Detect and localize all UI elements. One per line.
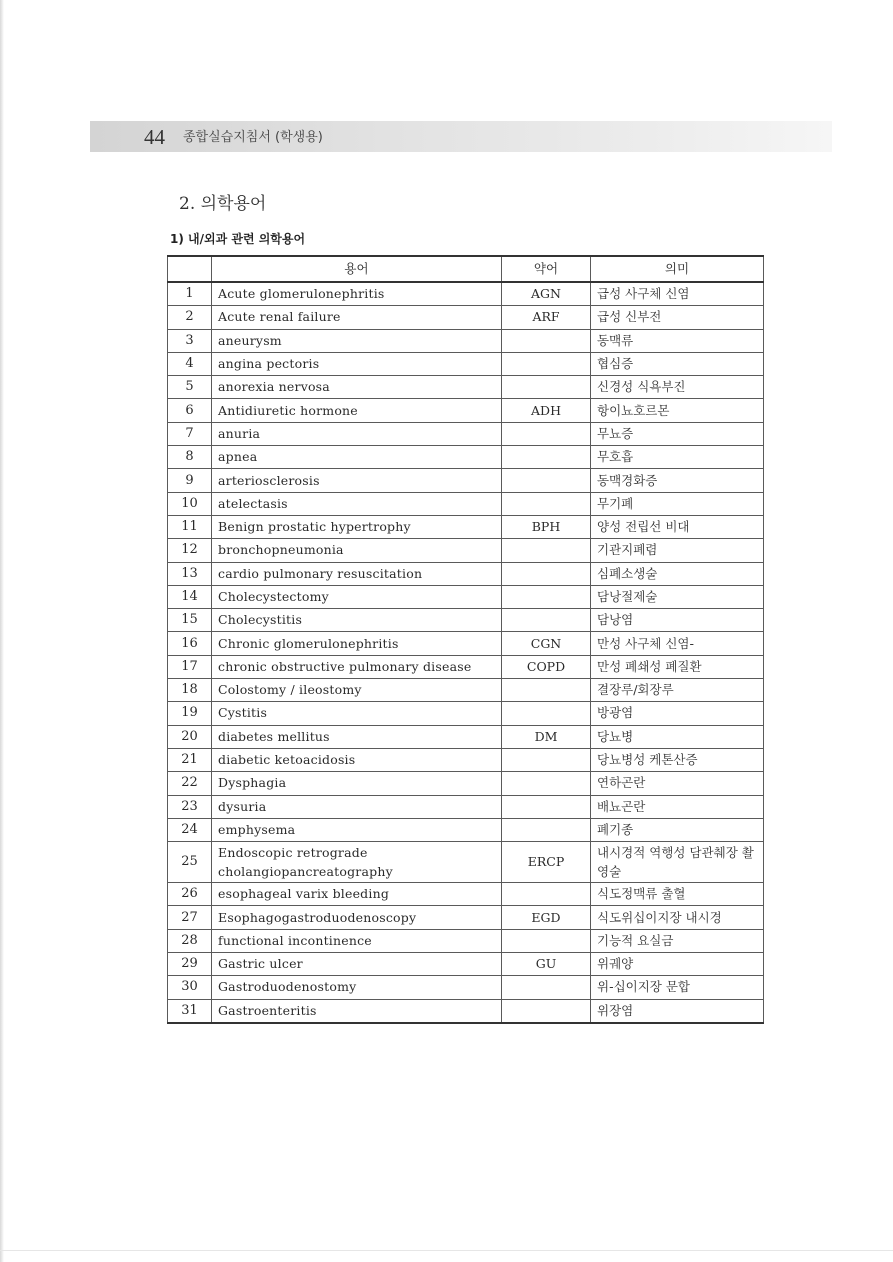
- row-number: 10: [168, 492, 212, 515]
- header-title: 종합실습지침서 (학생용): [183, 130, 323, 145]
- abbreviation-cell: [502, 772, 591, 795]
- meaning-cell: 방광염: [591, 702, 764, 725]
- abbreviation-cell: [502, 976, 591, 999]
- term-cell: atelectasis: [212, 492, 502, 515]
- term-cell: Cholecystectomy: [212, 585, 502, 608]
- abbreviation-cell: [502, 748, 591, 771]
- abbreviation-cell: [502, 999, 591, 1023]
- table-row: [168, 399, 764, 422]
- term-cell: Acute glomerulonephritis: [212, 282, 502, 306]
- meaning-cell: 폐기종: [591, 818, 764, 841]
- meaning-cell: 위장염: [591, 999, 764, 1023]
- table-row: [168, 883, 764, 906]
- table-row: [168, 929, 764, 952]
- table-row: [168, 282, 764, 306]
- page-number: 44: [144, 125, 165, 149]
- table-row: [168, 515, 764, 538]
- row-number: 1: [168, 282, 212, 306]
- term-cell: cardio pulmonary resuscitation: [212, 562, 502, 585]
- column-header-meaning: 의미: [591, 256, 764, 282]
- meaning-cell: 담낭염: [591, 609, 764, 632]
- term-cell: bronchopneumonia: [212, 539, 502, 562]
- meaning-cell: 결장루/회장루: [591, 679, 764, 702]
- meaning-cell: 양성 전립선 비대: [591, 515, 764, 538]
- abbreviation-cell: [502, 818, 591, 841]
- medical-terms-table: [167, 255, 764, 1024]
- meaning-cell: 기능적 요실금: [591, 929, 764, 952]
- meaning-cell: 만성 사구체 신염-: [591, 632, 764, 655]
- table-row: [168, 795, 764, 818]
- meaning-cell: 위궤양: [591, 953, 764, 976]
- term-cell: aneurysm: [212, 329, 502, 352]
- term-cell: Antidiuretic hormone: [212, 399, 502, 422]
- page-bottom-edge: [0, 1250, 893, 1251]
- table-row: [168, 679, 764, 702]
- meaning-cell: 심폐소생술: [591, 562, 764, 585]
- row-number: 3: [168, 329, 212, 352]
- row-number: 7: [168, 422, 212, 445]
- abbreviation-cell: EGD: [502, 906, 591, 929]
- table-row: [168, 539, 764, 562]
- table-row: [168, 352, 764, 375]
- term-cell: Cholecystitis: [212, 609, 502, 632]
- term-cell: arteriosclerosis: [212, 469, 502, 492]
- meaning-cell: 기관지폐렴: [591, 539, 764, 562]
- table-row: [168, 446, 764, 469]
- abbreviation-cell: [502, 492, 591, 515]
- meaning-cell: 위-십이지장 문합: [591, 976, 764, 999]
- table-row: [168, 585, 764, 608]
- abbreviation-cell: CGN: [502, 632, 591, 655]
- subsection-title: 1) 내/외과 관련 의학용어: [170, 232, 306, 246]
- term-cell: emphysema: [212, 818, 502, 841]
- term-cell: diabetes mellitus: [212, 725, 502, 748]
- term-cell: Gastroduodenostomy: [212, 976, 502, 999]
- abbreviation-cell: BPH: [502, 515, 591, 538]
- table-row: [168, 999, 764, 1023]
- row-number: 18: [168, 679, 212, 702]
- abbreviation-cell: [502, 539, 591, 562]
- abbreviation-cell: [502, 352, 591, 375]
- term-cell: Acute renal failure: [212, 306, 502, 329]
- table-row: [168, 422, 764, 445]
- term-cell: chronic obstructive pulmonary disease: [212, 655, 502, 678]
- meaning-cell: 동맥류: [591, 329, 764, 352]
- row-number: 21: [168, 748, 212, 771]
- term-cell: Benign prostatic hypertrophy: [212, 515, 502, 538]
- table-row: [168, 906, 764, 929]
- abbreviation-cell: [502, 469, 591, 492]
- row-number: 26: [168, 883, 212, 906]
- row-number: 27: [168, 906, 212, 929]
- table-row: [168, 562, 764, 585]
- abbreviation-cell: [502, 679, 591, 702]
- table-row: [168, 632, 764, 655]
- section-title: 2. 의학용어: [179, 194, 267, 214]
- abbreviation-cell: [502, 376, 591, 399]
- row-number: 20: [168, 725, 212, 748]
- table-row: [168, 842, 764, 883]
- abbreviation-cell: ERCP: [502, 842, 591, 883]
- abbreviation-cell: [502, 329, 591, 352]
- table-row: [168, 329, 764, 352]
- term-cell: anorexia nervosa: [212, 376, 502, 399]
- row-number: 4: [168, 352, 212, 375]
- meaning-cell: 식도위십이지장 내시경: [591, 906, 764, 929]
- meaning-cell: 당뇨병: [591, 725, 764, 748]
- table-header-row: [168, 256, 764, 282]
- term-cell: Esophagogastroduodenoscopy: [212, 906, 502, 929]
- row-number: 2: [168, 306, 212, 329]
- meaning-cell: 당뇨병성 케톤산증: [591, 748, 764, 771]
- row-number: 11: [168, 515, 212, 538]
- term-cell: Gastroenteritis: [212, 999, 502, 1023]
- meaning-cell: 급성 사구체 신염: [591, 282, 764, 306]
- table-row: [168, 818, 764, 841]
- row-number: 29: [168, 953, 212, 976]
- abbreviation-cell: [502, 609, 591, 632]
- row-number: 8: [168, 446, 212, 469]
- row-number: 16: [168, 632, 212, 655]
- abbreviation-cell: [502, 446, 591, 469]
- abbreviation-cell: [502, 883, 591, 906]
- table-row: [168, 492, 764, 515]
- meaning-cell: 배뇨곤란: [591, 795, 764, 818]
- abbreviation-cell: [502, 585, 591, 608]
- term-cell: esophageal varix bleeding: [212, 883, 502, 906]
- table-row: [168, 469, 764, 492]
- meaning-cell: 신경성 식욕부진: [591, 376, 764, 399]
- table-row: [168, 306, 764, 329]
- abbreviation-cell: [502, 702, 591, 725]
- term-cell: Chronic glomerulonephritis: [212, 632, 502, 655]
- abbreviation-cell: AGN: [502, 282, 591, 306]
- row-number: 15: [168, 609, 212, 632]
- table-row: [168, 748, 764, 771]
- abbreviation-cell: [502, 562, 591, 585]
- meaning-cell: 만성 폐쇄성 폐질환: [591, 655, 764, 678]
- row-number: 5: [168, 376, 212, 399]
- meaning-cell: 내시경적 역행성 담관췌장 촬영술: [591, 842, 764, 883]
- abbreviation-cell: DM: [502, 725, 591, 748]
- row-number: 23: [168, 795, 212, 818]
- table-row: [168, 702, 764, 725]
- abbreviation-cell: [502, 795, 591, 818]
- meaning-cell: 급성 신부전: [591, 306, 764, 329]
- column-header-abbreviation: 약어: [502, 256, 591, 282]
- row-number: 25: [168, 842, 212, 883]
- abbreviation-cell: [502, 422, 591, 445]
- abbreviation-cell: [502, 929, 591, 952]
- table-row: [168, 655, 764, 678]
- term-cell: anuria: [212, 422, 502, 445]
- column-header-number: [168, 256, 212, 282]
- row-number: 31: [168, 999, 212, 1023]
- abbreviation-cell: ADH: [502, 399, 591, 422]
- abbreviation-cell: ARF: [502, 306, 591, 329]
- meaning-cell: 무호흡: [591, 446, 764, 469]
- term-cell: diabetic ketoacidosis: [212, 748, 502, 771]
- row-number: 24: [168, 818, 212, 841]
- term-cell: Colostomy / ileostomy: [212, 679, 502, 702]
- table-row: [168, 953, 764, 976]
- abbreviation-cell: GU: [502, 953, 591, 976]
- row-number: 14: [168, 585, 212, 608]
- table-row: [168, 609, 764, 632]
- table-body: [168, 282, 764, 1023]
- row-number: 19: [168, 702, 212, 725]
- meaning-cell: 항이뇨호르몬: [591, 399, 764, 422]
- meaning-cell: 동맥경화증: [591, 469, 764, 492]
- column-header-term: 용어: [212, 256, 502, 282]
- row-number: 9: [168, 469, 212, 492]
- table-row: [168, 725, 764, 748]
- meaning-cell: 식도정맥류 출혈: [591, 883, 764, 906]
- meaning-cell: 무기폐: [591, 492, 764, 515]
- row-number: 22: [168, 772, 212, 795]
- table-row: [168, 376, 764, 399]
- row-number: 13: [168, 562, 212, 585]
- abbreviation-cell: COPD: [502, 655, 591, 678]
- row-number: 12: [168, 539, 212, 562]
- row-number: 30: [168, 976, 212, 999]
- table-row: [168, 976, 764, 999]
- meaning-cell: 무뇨증: [591, 422, 764, 445]
- term-cell: Endoscopic retrograde cholangiopancreatography: [212, 842, 502, 883]
- term-cell: Gastric ulcer: [212, 953, 502, 976]
- table-row: [168, 772, 764, 795]
- meaning-cell: 연하곤란: [591, 772, 764, 795]
- meaning-cell: 담낭절제술: [591, 585, 764, 608]
- row-number: 17: [168, 655, 212, 678]
- term-cell: functional incontinence: [212, 929, 502, 952]
- term-cell: Cystitis: [212, 702, 502, 725]
- term-cell: angina pectoris: [212, 352, 502, 375]
- term-cell: dysuria: [212, 795, 502, 818]
- term-cell: apnea: [212, 446, 502, 469]
- scan-edge: [0, 0, 4, 1262]
- row-number: 6: [168, 399, 212, 422]
- term-cell: Dysphagia: [212, 772, 502, 795]
- row-number: 28: [168, 929, 212, 952]
- meaning-cell: 협심증: [591, 352, 764, 375]
